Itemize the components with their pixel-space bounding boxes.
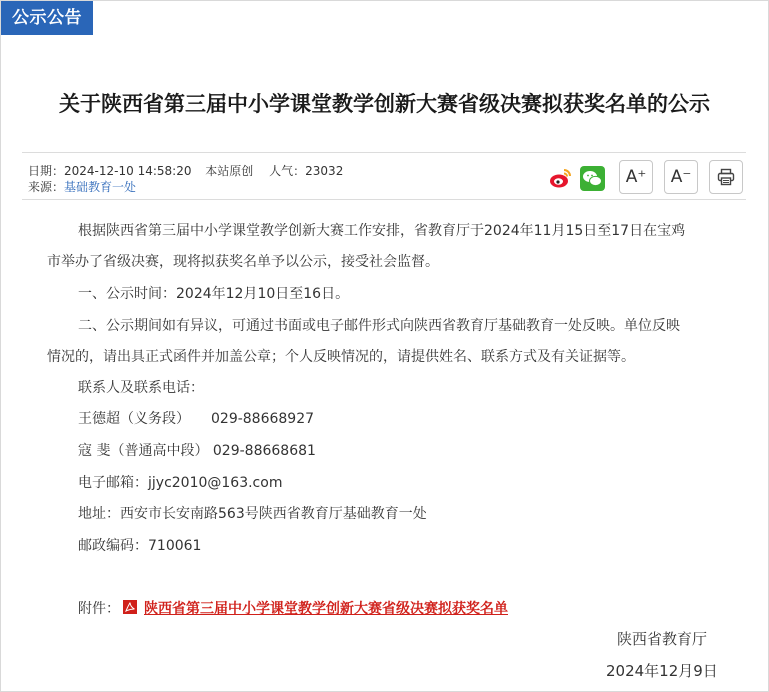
signature-date: 2024年12月9日 bbox=[606, 662, 718, 680]
font-larger-label: A⁺ bbox=[625, 167, 647, 187]
printer-icon bbox=[717, 168, 735, 186]
paragraph-intro-line2: 市举办了省级决赛，现将拟获奖名单予以公示，接受社会监督。 bbox=[47, 254, 439, 270]
contact-email: 电子邮箱：jjyc2010@163.com bbox=[78, 475, 283, 491]
section-tag: 公示公告 bbox=[1, 1, 93, 35]
date-value: 2024-12-10 14:58:20 bbox=[64, 164, 192, 178]
article-title: 关于陕西省第三届中小学课堂教学创新大赛省级决赛拟获奖名单的公示 bbox=[59, 92, 710, 116]
attachment-link[interactable]: 陕西省第三届中小学课堂教学创新大赛省级决赛拟获奖名单 bbox=[144, 601, 508, 617]
font-smaller-label: A⁻ bbox=[670, 167, 692, 187]
origin-text: 本站原创 bbox=[205, 164, 254, 178]
paragraph-period: 一、公示时间：2024年12月10日至16日。 bbox=[78, 286, 350, 302]
attachment-label: 附件： bbox=[78, 601, 120, 617]
source-info bbox=[28, 178, 136, 195]
pdf-file-icon bbox=[123, 600, 137, 614]
paragraph-intro-line1: 根据陕西省第三届中小学课堂教学创新大赛工作安排，省教育厅于2024年11月15日至17日在宝鸡 bbox=[78, 223, 686, 239]
contact-postcode: 邮政编码：710061 bbox=[78, 538, 202, 554]
meta-info bbox=[28, 162, 343, 179]
contact-address: 地址：西安市长安南路563号陕西省教育厅基础教育一处 bbox=[78, 506, 427, 522]
views-label: 人气： bbox=[269, 164, 306, 178]
paragraph-objection-line2: 情况的，请出具正式函件并加盖公章；个人反映情况的，请提供姓名、联系方式及有关证据等。 bbox=[47, 349, 635, 365]
source-link[interactable]: 基础教育一处 bbox=[64, 180, 137, 194]
source-label: 来源： bbox=[28, 180, 65, 194]
weibo-icon[interactable] bbox=[548, 166, 573, 191]
meta-divider-top bbox=[22, 152, 746, 153]
wechat-icon[interactable] bbox=[580, 166, 605, 191]
date-label: 日期： bbox=[28, 164, 65, 178]
print-button[interactable] bbox=[709, 160, 743, 194]
contact-1: 王德超（义务段） 029-88668927 bbox=[78, 411, 315, 427]
meta-divider-bottom bbox=[22, 199, 746, 200]
contact-heading: 联系人及联系电话： bbox=[78, 380, 204, 396]
views-value: 23032 bbox=[305, 164, 344, 178]
font-smaller-button[interactable] bbox=[664, 160, 698, 194]
paragraph-objection-line1: 二、公示期间如有异议，可通过书面或电子邮件形式向陕西省教育厅基础教育一处反映。单位反映 bbox=[78, 318, 680, 334]
contact-2: 寇 斐（普通高中段） 029-88668681 bbox=[78, 443, 316, 459]
font-larger-button[interactable] bbox=[619, 160, 653, 194]
signature-org: 陕西省教育厅 bbox=[617, 630, 708, 648]
